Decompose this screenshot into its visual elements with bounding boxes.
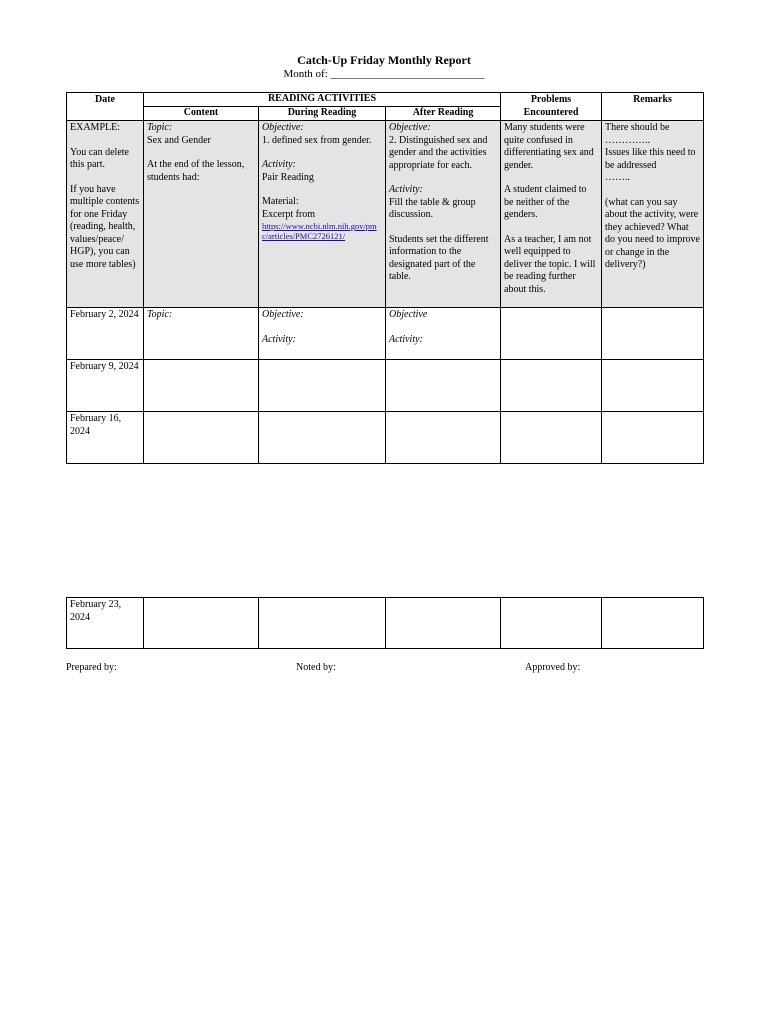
- header-during-reading: During Reading: [259, 107, 386, 121]
- example-remark-2: Issues like this need to be addressed: [605, 147, 696, 171]
- date-cell: February 16, 2024: [67, 412, 144, 464]
- header-row-1: [67, 93, 704, 107]
- approved-by-label: Approved by:: [525, 662, 581, 673]
- header-reading-activities: READING ACTIVITIES: [144, 93, 501, 107]
- example-material: Excerpt from: [262, 208, 316, 220]
- example-date-cell: [67, 121, 144, 308]
- topic-label: Topic:: [147, 309, 173, 320]
- example-multiple-note: If you have multiple contents for one Friday (reading, health, values/peace/ HGP), you can use more tables): [70, 183, 140, 270]
- example-during-cell: [259, 121, 386, 308]
- remarks-cell[interactable]: [602, 360, 704, 412]
- date-cell: February 9, 2024: [67, 360, 144, 412]
- report-title: Catch-Up Friday Monthly Report: [297, 53, 471, 67]
- example-problems-cell: [501, 121, 602, 308]
- problems-cell[interactable]: [501, 360, 602, 412]
- header-remarks: Remarks: [602, 93, 704, 121]
- after-reading-cell[interactable]: [386, 308, 501, 360]
- content-cell[interactable]: [144, 412, 259, 464]
- example-topic-label: Topic:: [147, 122, 173, 133]
- example-problem-2: A student claimed to be neither of the genders.: [504, 184, 587, 220]
- during-reading-cell[interactable]: [259, 360, 386, 412]
- example-during-activity-label: Activity:: [262, 159, 296, 170]
- example-material-link[interactable]: https://www.ncbi.nlm.nih.gov/pmc/articles/PMC2726121/: [262, 221, 377, 241]
- during-reading-cell[interactable]: [259, 308, 386, 360]
- table-row: [67, 598, 704, 649]
- example-after-activity: Fill the table & group discussion.: [389, 196, 476, 220]
- example-material-label: Material:: [262, 196, 299, 207]
- example-content-cell: [144, 121, 259, 308]
- report-table: [66, 92, 704, 464]
- header-content: Content: [144, 107, 259, 121]
- problems-cell[interactable]: [501, 308, 602, 360]
- example-remark-4: (what can you say about the activity, were they achieved? What do you need to improve or change in the delivery?): [605, 196, 700, 270]
- example-content-note: At the end of the lesson, students had:: [147, 159, 245, 183]
- during-reading-cell[interactable]: [259, 412, 386, 464]
- example-delete-note: You can delete this part.: [70, 146, 129, 170]
- remarks-cell[interactable]: [602, 412, 704, 464]
- date-cell: February 2, 2024: [67, 308, 144, 360]
- during-reading-cell[interactable]: [259, 598, 386, 649]
- noted-by-label: Noted by:: [296, 662, 336, 673]
- example-remarks-cell: [602, 121, 704, 308]
- example-after-activity-label: Activity:: [389, 184, 423, 195]
- table-row: [67, 360, 704, 412]
- example-after-objective: 2. Distinguished sex and gender and the activities appropriate for each.: [389, 134, 488, 171]
- header-problems-line1: Problems: [530, 94, 572, 105]
- header-problems-line2: Encountered: [523, 106, 579, 118]
- example-label: EXAMPLE:: [70, 122, 120, 133]
- content-cell[interactable]: [144, 308, 259, 360]
- example-during-objective: 1. defined sex from gender.: [262, 134, 372, 146]
- example-row: [67, 121, 704, 308]
- remarks-cell[interactable]: [602, 598, 704, 649]
- example-during-objective-label: Objective:: [262, 122, 304, 133]
- prepared-by-label: Prepared by:: [66, 662, 117, 673]
- example-problem-3: As a teacher, I am not well equipped to deliver the topic. I will be reading further about this.: [504, 233, 596, 295]
- objective-label: Objective:: [262, 309, 304, 320]
- after-objective-label: Objective: [389, 309, 428, 320]
- problems-cell[interactable]: [501, 412, 602, 464]
- header-problems: [501, 93, 602, 121]
- table-row: [67, 412, 704, 464]
- problems-cell[interactable]: [501, 598, 602, 649]
- date-cell: February 23, 2024: [67, 598, 144, 649]
- table-row: [67, 308, 704, 360]
- header-date: Date: [67, 93, 144, 121]
- report-table-continued: [66, 597, 704, 649]
- after-reading-cell[interactable]: [386, 360, 501, 412]
- example-remark-3: ……..: [605, 172, 631, 183]
- content-cell[interactable]: [144, 598, 259, 649]
- example-after-cell: [386, 121, 501, 308]
- example-topic: Sex and Gender: [147, 134, 211, 146]
- example-remark-1: There should be …………..: [605, 122, 670, 146]
- example-problem-1: Many students were quite confused in differentiating sex and gender.: [504, 122, 594, 171]
- example-during-activity: Pair Reading: [262, 171, 314, 183]
- after-reading-cell[interactable]: [386, 598, 501, 649]
- activity-label: Activity:: [262, 333, 296, 345]
- remarks-cell[interactable]: [602, 308, 704, 360]
- example-after-objective-label: Objective:: [389, 122, 431, 133]
- month-field: Month of: ____________________________: [283, 68, 485, 80]
- after-reading-cell[interactable]: [386, 412, 501, 464]
- example-after-note: Students set the different information to the designated part of the table.: [389, 233, 489, 282]
- after-activity-label: Activity:: [389, 333, 423, 345]
- header-after-reading: After Reading: [386, 107, 501, 121]
- content-cell[interactable]: [144, 360, 259, 412]
